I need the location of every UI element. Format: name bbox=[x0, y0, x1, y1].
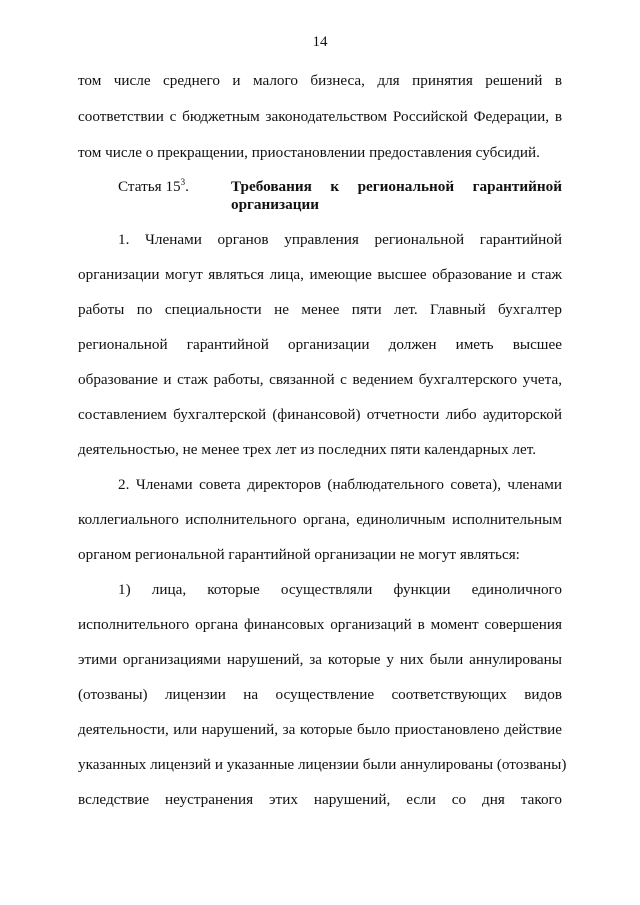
paragraph-line: образование и стаж работы, связанной с ведением бухгалтерского учета, bbox=[78, 371, 562, 388]
paragraph-line: органом региональной гарантийной организации не могут являться: bbox=[78, 546, 520, 563]
paragraph-line: том числе о прекращении, приостановлении предоставления субсидий. bbox=[78, 144, 540, 161]
article-superscript: 3 bbox=[180, 176, 186, 187]
paragraph-line: 2. Членами совета директоров (наблюдательного совета), членами bbox=[118, 476, 562, 493]
paragraph-line: 1) лица, которые осуществляли функции единоличного bbox=[118, 581, 562, 598]
paragraph-line: вследствие неустранения этих нарушений, если со дня такого bbox=[78, 791, 562, 808]
page-number: 14 bbox=[312, 34, 328, 50]
paragraph-line: указанных лицензий и указанные лицензии были аннулированы (отозваны) bbox=[78, 756, 567, 773]
paragraph-line: коллегиального исполнительного органа, единоличным исполнительным bbox=[78, 511, 562, 528]
paragraph-line: организации могут являться лица, имеющие высшее образование и стаж bbox=[78, 266, 562, 283]
article-title: Требования к региональной гарантийной организации bbox=[231, 178, 562, 213]
paragraph-line: этими организациями нарушений, за которые у них были аннулированы bbox=[78, 651, 562, 668]
paragraph-line: региональной гарантийной организации должен иметь высшее bbox=[78, 336, 562, 353]
paragraph-line: 1. Членами органов управления региональной гарантийной bbox=[118, 231, 562, 248]
paragraph-line: деятельности, или нарушений, за которые было приостановлено действие bbox=[78, 721, 562, 738]
paragraph-line: составлением бухгалтерской (финансовой) отчетности либо аудиторской bbox=[78, 406, 562, 423]
paragraph-line: (отозваны) лицензии на осуществление соответствующих видов bbox=[78, 686, 562, 703]
paragraph-line: деятельностью, не менее трех лет из последних пяти календарных лет. bbox=[78, 441, 537, 458]
article-label: Статья $15^3$. bbox=[118, 176, 189, 195]
paragraph-line: работы по специальности не менее пяти лет. Главный бухгалтер bbox=[78, 301, 562, 318]
paragraph-line: исполнительного органа финансовых организаций в момент совершения bbox=[78, 616, 562, 633]
paragraph-line: том числе среднего и малого бизнеса, для принятия решений в bbox=[78, 72, 562, 89]
paragraph-line: соответствии с бюджетным законодательством Российской Федерации, в bbox=[78, 108, 562, 125]
